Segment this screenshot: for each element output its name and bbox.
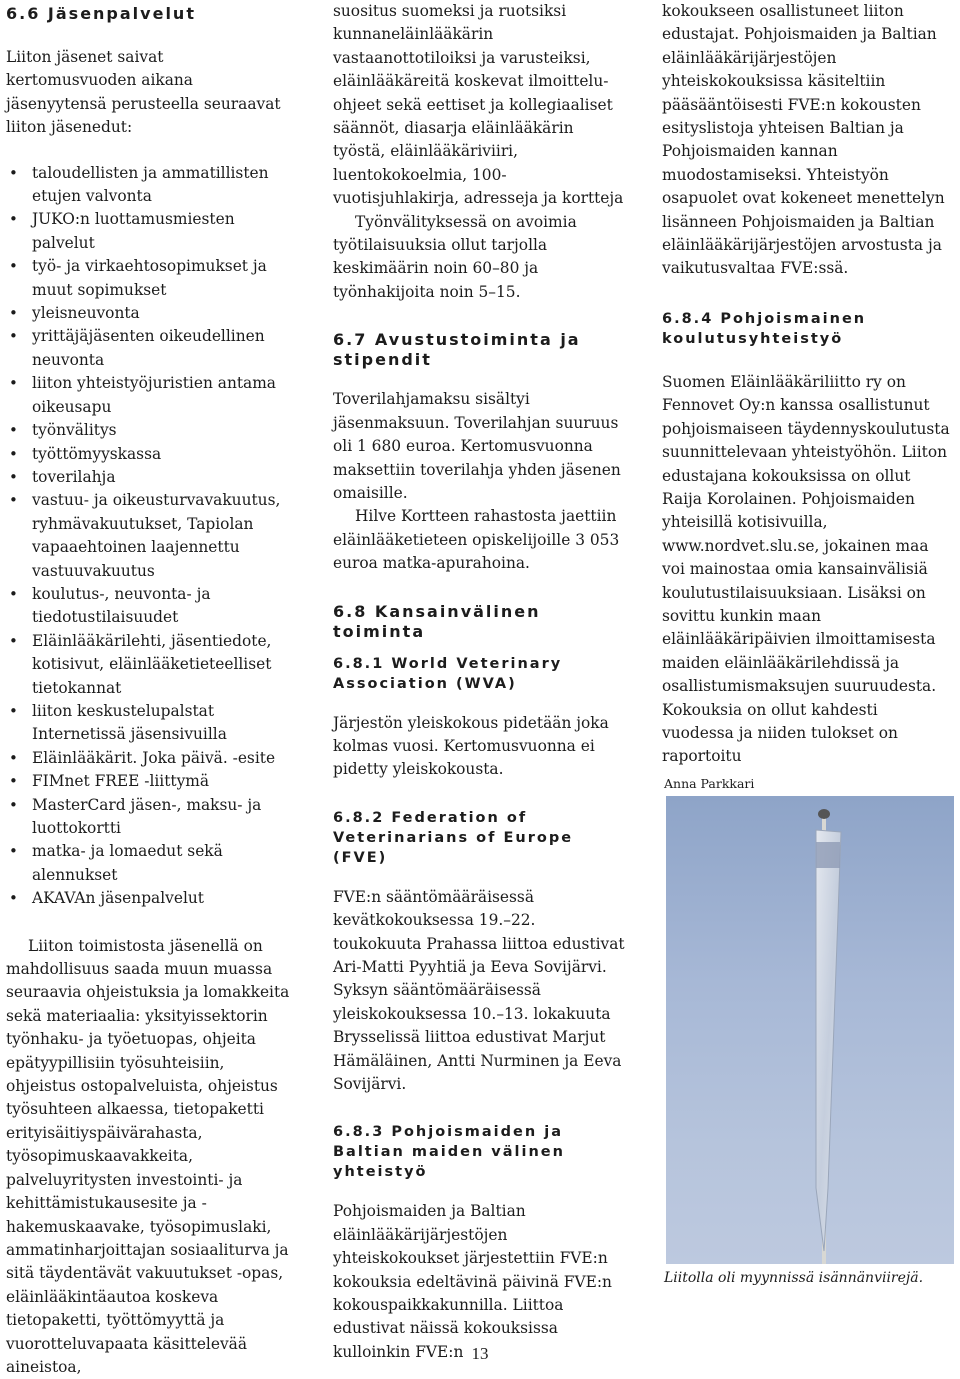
pennant-flag (816, 830, 841, 1251)
benefits-intro: Liiton jäsenet saivat kertomusvuoden aikana jäsenyytensä perusteella seuraavat liiton jäsenedut: (6, 48, 281, 137)
paragraph-6-8-1: Järjestön yleiskokous pidetään joka kolmas vuosi. Kertomusvuonna ei pidetty yleiskokousta. (333, 713, 609, 779)
list-item: • toverilahja (6, 466, 296, 489)
list-item: • työ- ja virkaehtosopimukset ja muut sopimukset (6, 255, 296, 302)
photo-caption: Liitolla oli myynnissä isännänviirejä. (664, 1270, 924, 1286)
materials-paragraph: Liiton toimistosta jäsenellä on mahdollisuus saada muun muassa seuraavia ohjeistuksia ja lomakkeita sekä materiaalia: yksityissektorin työnhaku- ja työetuopas, ohjeita epätyypillisiin työsuhteisiin, ohjeistus ostopalveluista, ohjeistus työsuhteen alkaessa, tietopaketti erityisäitiyspäivärahasta, työsopimuskaavakkeita, palveluyritysten investointi- ja kehittämistukausesite ja -hakemuskaavake, työsopimuslaki, ammatinharjoittajan sosiaaliturva ja sitä täydentävät vakuutukset -opas, eläinlääkintäautoa koskeva tietopaketti, työttömyyttä ja vuorotteluvapaata käsittelevää aineistoa, (6, 936, 290, 1376)
section-heading-6-7: 6.7 Avustustoiminta ja stipendit (333, 330, 581, 370)
paragraph-6-8-2: FVE:n sääntömääräisessä kevätkokouksessa 19.–22. toukokuuta Prahassa liittoa edustivat Ari-Matti Pyyhtiä ja Eeva Sovijärvi. Syksyn sääntömääräisessä yleiskokouksessa 10.–13. lokakuuta Brysselissä liittoa edustivat Marjut Hämäläinen, Antti Nurminen ja Eeva Sovijärvi. (333, 887, 625, 1093)
paragraph-6-8-3: Pohjoismaiden ja Baltian eläinlääkärijärjestöjen yhteiskokoukset järjestettiin FVE:n kokouksia edeltävinä päivinä FVE:n kokouspaikkakunnilla. Liittoa edustivat näissä kokouksissa kulloinkin FVE:n (333, 1202, 612, 1361)
section-heading-6-6: 6.6 Jäsenpalvelut (6, 4, 196, 23)
section-heading-6-8-2: 6.8.2 Federation of Veterinarians of Europe (FVE) (333, 809, 574, 866)
job-placement-paragraph: Työnvälityksessä on avoimia työtilaisuuksia ollut tarjolla keskimäärin noin 60–80 ja työnhakijoita noin 5–15. (333, 212, 577, 301)
paragraph-6-7-b: Hilve Kortteen rahastosta jaettiin eläinlääketieteen opiskelijoille 3 053 euroa matka-apurahoina. (333, 507, 620, 573)
column-1 (6, 0, 296, 1379)
list-item: • Eläinlääkärilehti, jäsentiedote, kotisivut, eläinlääketieteelliset tietokannat (6, 630, 296, 700)
continued-paragraph: suositus suomeksi ja ruotsiksi kunnaneläinlääkärin vastaanottotiloiksi ja varusteiksi, eläinlääkäreitä koskevat ilmoitteluohjeet sekä eettiset ja kollegiaaliset säännöt, diasarja eläinlääkärin työstä, eläinlääkäriviiri, luentokokoelmia, 100-vuotisjuhlakirja, adresseja ja kortteja (333, 2, 624, 208)
list-item: • yleisneuvonta (6, 302, 296, 325)
paragraph-6-7-a: Toverilahjamaksu sisältyi jäsenmaksuun. Toverilahjan suuruus oli 1 680 euroa. Kertomusvuonna maksettiin toverilahja yhden jäsenen omaisille. (333, 390, 621, 502)
list-item: • vastuu- ja oikeusturvavakuutus, ryhmävakuutukset, Tapiolan vapaaehtoinen laajennettu vastuuvakuutus (6, 489, 296, 583)
list-item: • taloudellisten ja ammatillisten etujen valvonta (6, 162, 296, 209)
pennant-photo (666, 796, 954, 1264)
list-item: • työttömyyskassa (6, 443, 296, 466)
column-2 (333, 0, 625, 1364)
photo-credit: Anna Parkkari (664, 776, 755, 791)
pennant-emblem (816, 842, 840, 868)
list-item: • AKAVAn jäsenpalvelut (6, 887, 296, 910)
list-item: • työnvälitys (6, 419, 296, 442)
list-item: • Eläinlääkärit. Joka päivä. -esite (6, 747, 296, 770)
section-heading-6-8-1: 6.8.1 World Veterinary Association (WVA) (333, 655, 563, 692)
list-item: • JUKO:n luottamusmiesten palvelut (6, 208, 296, 255)
continued-paragraph: kokoukseen osallistuneet liiton edustajat. Pohjoismaiden ja Baltian eläinlääkärijärjestöjen yhteiskokouksissa käsiteltiin pääsääntöisesti FVE:n kokousten esityslistoja yhteisen Baltian ja Pohjoismaiden kannan muodostamiseksi. Yhteistyön osapuolet ovat kokeneet menettelyn lisänneen Pohjoismaiden ja Baltian eläinlääkärijärjestöjen arvostusta ja vaikutusvaltaa FVE:ssä. (662, 2, 945, 278)
section-heading-6-8-3: 6.8.3 Pohjoismaiden ja Baltian maiden välinen yhteistyö (333, 1124, 565, 1181)
column-3 (662, 0, 952, 769)
paragraph-6-8-4: Suomen Eläinlääkäriliitto ry on Fennovet Oy:n kanssa osallistunut pohjoismaiseen täydennyskoulutusta suunnittelevaan yhteistyöhön. Liiton edustajana kokouksissa on ollut Raija Korolainen. Pohjoismaiden yhteisillä kotisivuilla, www.nordvet.slu.se, jokainen maa voi mainostaa omia kansainvälisiä koulutustilaisuuksiaan. Lisäksi on sovittu kunkin maan eläinlääkäripäivien ilmoittamisesta maiden eläinlääkärilehdissä ja osallistumismaksujen suuruudesta. Kokouksia on ollut kahdesti vuodessa ja niiden tulokset on raportoitu (662, 372, 950, 766)
pennant-image (666, 796, 954, 1264)
page-number: 13 (471, 1344, 489, 1363)
section-heading-6-8: 6.8 Kansainvälinen toiminta (333, 601, 541, 641)
benefits-list (6, 162, 296, 911)
list-item: • FIMnet FREE -liittymä (6, 770, 296, 793)
list-item: • liiton yhteistyöjuristien antama oikeusapu (6, 372, 296, 419)
list-item: • MasterCard jäsen-, maksu- ja luottokortti (6, 794, 296, 841)
list-item: • yrittäjäjäsenten oikeudellinen neuvonta (6, 325, 296, 372)
list-item: • matka- ja lomaedut sekä alennukset (6, 840, 296, 887)
section-heading-6-8-4: 6.8.4 Pohjoismainen koulutusyhteistyö (662, 310, 867, 347)
list-item: • liiton keskustelupalstat Internetissä jäsensivuilla (6, 700, 296, 747)
list-item: • koulutus-, neuvonta- ja tiedotustilaisuudet (6, 583, 296, 630)
pole-knob (818, 809, 830, 819)
